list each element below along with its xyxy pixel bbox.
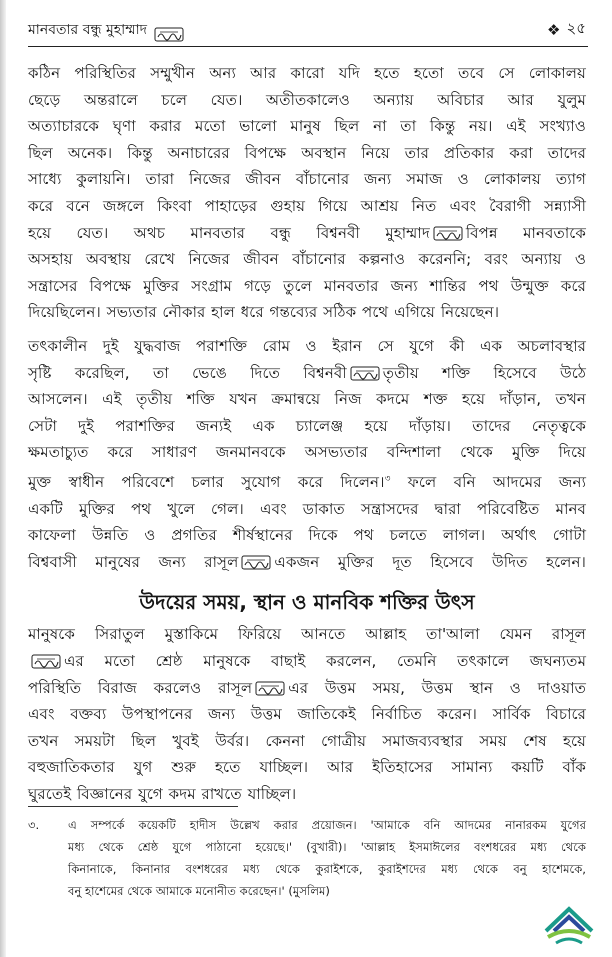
text-line [28, 140, 586, 167]
salla-calligraphy-icon [255, 681, 285, 696]
section-heading: উদয়ের সময়, স্থান ও মানবিক শক্তির উৎস [139, 590, 475, 615]
line-text: ছেড়ে অন্তরালে চলে যেত। অতীতকালেও অন্যায় অবিচার আর যুলুম [28, 90, 586, 109]
running-header [28, 12, 586, 42]
line-text: এবং বক্তব্য উপস্থাপনের জন্য উত্তম জাতিকেই নির্বাচিত করেন। সার্বিক বিচারে [28, 705, 586, 724]
salla-calligraphy-icon [31, 654, 61, 669]
text-line [28, 754, 586, 781]
text-line [28, 648, 586, 675]
star-ornament-icon: ❖ [547, 20, 561, 39]
line-text: তখন সময়টা ছিল খুবই উর্বর। কেননা গোত্রীয় সমাজব্যবস্থার সময় শেষ হয়ে [28, 731, 586, 750]
text-line [28, 386, 586, 413]
line-text: ঘুরতেই বিজ্ঞানের যুগে কদম রাখতে যাচ্ছিল। [28, 784, 297, 803]
salla-calligraphy-icon [154, 27, 184, 42]
paragraph-3 [28, 621, 586, 807]
text-line [28, 675, 586, 702]
paragraph-1 [28, 60, 586, 326]
text-line [28, 87, 586, 114]
line-text: হয়ে যেত। অথচ মানবতার বন্ধু বিশ্বনবী মুহাম্মাদ [28, 223, 430, 242]
line-text: সাধ্যে কুলায়নি। তারা নিজের জীবন বাঁচানোর জন্য সমাজ ও লোকালয় ত্যাগ [28, 170, 586, 189]
line-text-after: বিপন্ন মানবতাকে [465, 223, 586, 242]
line-text: করে বনে জঙ্গলে কিংবা পাহাড়ের গুহায় গিয়ে আশ্রয় নিত এবং বৈরাগী সন্ন্যাসী [28, 196, 586, 215]
line-text-after: তৃতীয় শক্তি হিসেবে উঠে [382, 363, 586, 382]
line-text: কাফেলা উন্নতি ও প্রগতির শীর্ষস্থানের দিকে পথ চলতে লাগল। অর্থাৎ গোটা [28, 526, 586, 545]
line-text: সেটা দুই পরাশক্তির জন্যই এক চ্যালেঞ্জ হয়ে দাঁড়ায়। তাদের নেতৃত্বকে [28, 416, 586, 435]
text-line [28, 299, 586, 326]
line-text: পরিস্থিতি বিরাজ করলেও রাসূল [28, 678, 253, 697]
paragraph-2 [28, 333, 586, 575]
text-line [28, 360, 586, 387]
header-rule [28, 46, 588, 47]
footnote-number: ৩. [28, 818, 40, 832]
line-text: বহুজাতিকতার যুগ শুরু হতে যাচ্ছিল। আর ইতিহাসের সামান্য কয়টি বাঁক [28, 758, 586, 777]
line-text: অসহায় অবস্থায় রেখে নিজের জীবন বাঁচানোর কল্পনাও করেননি; বরং অন্যায় ও [28, 250, 586, 269]
line-text: ছিল অনেক। কিন্তু অনাচারের বিপক্ষে অবস্থান নিয়ে তার প্রতিকার করা তাদের [28, 143, 586, 162]
line-text: অত্যাচারকে ঘৃণা করার মতো ভালো মানুষ ছিল না তা কিন্তু নয়। এই সংখ্যাও [28, 117, 586, 136]
text-line [28, 728, 586, 755]
text-line [28, 621, 586, 648]
line-text: দিয়েছিলেন। সভ্যতার নৌকার হাল ধরে গন্তব্যের সঠিক পথে এগিয়ে নিয়েছেন। [28, 303, 500, 322]
text-line [28, 781, 586, 808]
line-text: মুক্ত স্বাধীন পরিবেশে চলার সুযোগ করে দিলেন। [28, 472, 385, 491]
footnote-marker: ৩ [384, 473, 391, 484]
text-line [28, 60, 586, 87]
page-edge [0, 0, 6, 957]
line-text-after: ফলে বনি আদমের জন্য [390, 472, 586, 491]
footnote-text [68, 814, 586, 902]
text-line [28, 113, 586, 140]
text-line [28, 701, 586, 728]
text-line [28, 413, 586, 440]
footnote [28, 814, 586, 902]
text-line [28, 333, 586, 360]
book-title: মানবতার বন্ধু মুহাম্মাদ [28, 22, 148, 38]
text-line [28, 549, 586, 576]
line-text: কঠিন পরিস্থিতির সম্মুখীন অন্য আর কারো যদি হতে হতো তবে সে লোকালয় [28, 64, 586, 82]
text-line [28, 522, 586, 549]
line-text: সৃষ্টি করেছিল, তা ভেঙে দিতে বিশ্বনবী [28, 363, 347, 382]
footnote-line: বনু হাশেমের থেকে আমাকে মনোনীত করেছেন।' (মুসলিম) [68, 884, 330, 898]
line-text-after: এর উত্তম সময়, উত্তম স্থান ও দাওয়াত [288, 678, 586, 697]
text-line [28, 246, 586, 273]
footnote-line: এ সম্পর্কে কয়েকটি হাদীস উল্লেখ করার প্রয়োজন। 'আমাকে বনি আদমের নানারকম যুগের [68, 818, 586, 832]
page-number: ২৫ [566, 19, 586, 37]
text-line [28, 273, 586, 300]
text-line [28, 193, 586, 220]
salla-calligraphy-icon [350, 366, 380, 381]
line-text: সন্ত্রাসের বিপক্ষে মুক্তির সংগ্রাম গড়ে তুলে মানবতার জন্য শান্তির পথ উন্মুক্ত করে [28, 276, 586, 295]
text-line [28, 439, 586, 466]
footnote-line: মধ্য থেকে শ্রেষ্ঠ যুগে পাঠানো হয়েছে।' (বুখারী)। 'আল্লাহ ইসমাঈলের বংশধরের মধ্য থেকে [68, 840, 586, 854]
line-text: বিশ্ববাসী মানুষের জন্য রাসূল [28, 552, 239, 571]
salla-calligraphy-icon [433, 226, 463, 241]
text-line [28, 496, 586, 523]
line-text: তৎকালীন দুই যুদ্ধবাজ পরাশক্তি রোম ও ইরান সে যুগে কী এক অচলাবস্থার [28, 336, 586, 355]
line-text-after: এর মতো শ্রেষ্ঠ মানুষকে বাছাই করলেন, তেমনি তৎকালে জঘন্যতম [64, 651, 586, 670]
line-text: ক্ষমতাচ্যুত করে সাধারণ জনমানবকে অসভ্যতার বন্দিশালা থেকে মুক্তি দিয়ে [28, 443, 586, 462]
line-text: মানুষকে সিরাতুল মুস্তাকিমে ফিরিয়ে আনতে আল্লাহ তা'আলা যেমন রাসূল [28, 625, 586, 644]
page-body [28, 60, 586, 808]
line-text-after: একজন মুক্তির দূত হিসেবে উদিত হলেন। [274, 552, 586, 571]
salla-calligraphy-icon [241, 555, 271, 570]
footnote-rule [28, 806, 238, 807]
line-text: একটি মুক্তির পথ খুলে গেল। এবং ডাকাত সন্ত্রাসদের দ্বারা পরিবেষ্টিত মানব [28, 499, 586, 518]
line-text: আসলেন। এই তৃতীয় শক্তি যখন ক্রমান্বয়ে নিজ কদমে শক্ত হয়ে দাঁড়ান, তখন [28, 390, 586, 409]
publisher-logo-icon [538, 901, 600, 945]
text-line [28, 166, 586, 193]
text-line [28, 220, 586, 247]
footnote-line: কিনানাকে, কিনানার বংশধরের মধ্য থেকে কুরাইশকে, কুরাইশদের মধ্য থেকে বনু হাশেমকে, [68, 862, 586, 876]
text-line [28, 466, 586, 496]
